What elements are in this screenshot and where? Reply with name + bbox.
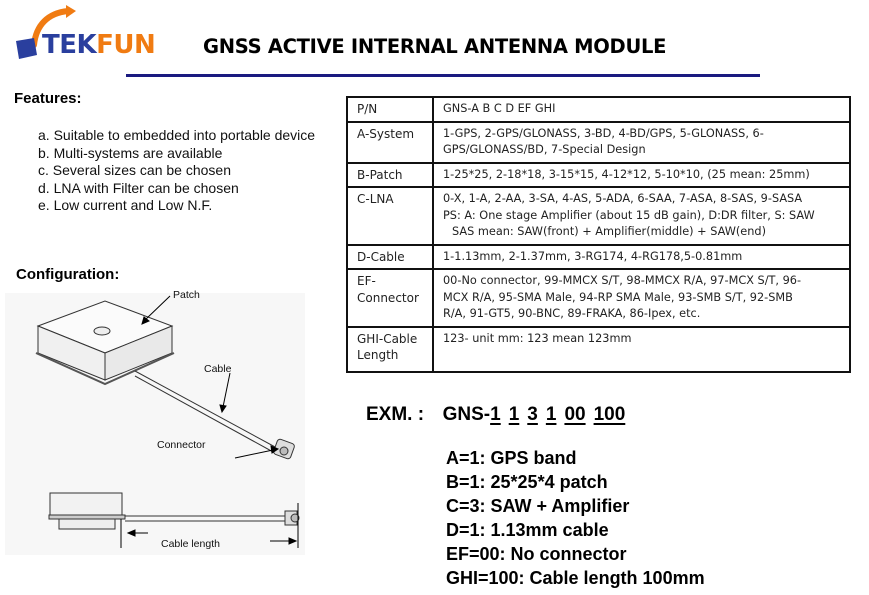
- connector-label: Connector: [157, 439, 206, 451]
- antenna-configuration-drawing: [5, 289, 305, 555]
- features-list: [38, 127, 315, 215]
- row-key: C-LNA: [347, 187, 433, 245]
- part-number-spec-table: [346, 96, 851, 373]
- table-row: [347, 327, 850, 372]
- value-line: 1-GPS, 2-GPS/GLONASS, 3-BD, 4-BD/GPS, 5-GLONASS, 6-: [443, 126, 764, 140]
- configuration-heading: Configuration:: [16, 266, 120, 283]
- table-row: [347, 187, 850, 245]
- title-underline-divider: [126, 74, 760, 77]
- row-key: [347, 269, 433, 327]
- row-key: A-System: [347, 122, 433, 163]
- value-line: 0-X, 1-A, 2-AA, 3-SA, 4-AS, 5-ADA, 6-SAA, 7-ASA, 8-SAS, 9-SASA: [443, 192, 803, 205]
- key-line: EF-: [357, 274, 376, 288]
- patch-label: Patch: [173, 289, 200, 301]
- feature-item: b. Multi-systems are available: [38, 144, 223, 161]
- value-line: 1-1.13mm, 2-1.37mm, 3-RG174, 4-RG178,5-0.81mm: [443, 249, 743, 263]
- value-line: GNS-A B C D EF GHI: [443, 102, 556, 115]
- logo-text-fun: FUN: [96, 30, 156, 60]
- antenna-diagram-icon: [5, 293, 305, 555]
- row-key: D-Cable: [347, 245, 433, 270]
- value-line: 1-25*25, 2-18*18, 3-15*15, 4-12*12, 5-10*10, (25 mean: 25mm): [443, 167, 810, 181]
- logo-text-tek: TEK: [42, 30, 97, 60]
- cable-label: Cable: [204, 363, 232, 375]
- feature-item: c. Several sizes can be chosen: [38, 162, 231, 178]
- value-line: MCX R/A, 95-SMA Male, 94-RP SMA Male, 93-SMB S/T, 92-SMB: [443, 290, 793, 304]
- value-line: R/A, 91-GT5, 90-BNC, 89-FRAKA, 86-Ipex, etc.: [443, 307, 701, 320]
- key-line: GHI-Cable: [357, 331, 418, 346]
- value-line: 00-No connector, 99-MMCX S/T, 98-MMCX R/A, 97-MCX S/T, 96-: [443, 274, 802, 287]
- value-line: SAS mean: SAW(front) + Amplifier(middle) + SAW(end): [452, 225, 766, 238]
- feature-item: d. LNA with Filter can be chosen: [38, 179, 239, 196]
- row-value: [433, 245, 850, 270]
- row-value: [433, 269, 850, 327]
- key-line: Connector: [357, 290, 419, 305]
- value-line: PS: A: One stage Amplifier (about 15 dB gain), D:DR filter, S: SAW: [443, 208, 815, 222]
- example-code-c: 3: [527, 404, 538, 425]
- definition-line: A=1: GPS band: [446, 448, 577, 468]
- example-part-number: [366, 404, 625, 426]
- example-prefix: GNS-: [442, 404, 491, 425]
- row-key: [347, 327, 433, 372]
- example-code-d: 1: [545, 404, 557, 425]
- features-heading: Features:: [14, 90, 82, 107]
- definition-line: GHI=100: Cable length 100mm: [446, 568, 705, 588]
- row-value: [433, 122, 850, 163]
- logo-wordmark: [42, 30, 155, 60]
- row-value: [433, 97, 850, 122]
- definition-line: B=1: 25*25*4 patch: [446, 472, 608, 492]
- row-key: B-Patch: [347, 163, 433, 188]
- row-value: [433, 187, 850, 245]
- row-value: [433, 327, 850, 372]
- table-row: [347, 269, 850, 327]
- example-code-b: 1: [508, 404, 520, 425]
- table-row: [347, 122, 850, 163]
- example-label: EXM. :: [366, 404, 425, 425]
- table-row: [347, 163, 850, 188]
- example-code-ghi: 100: [593, 404, 626, 425]
- definition-line: EF=00: No connector: [446, 544, 627, 564]
- page-title: GNSS ACTIVE INTERNAL ANTENNA MODULE: [203, 35, 667, 58]
- feature-item: e. Low current and Low N.F.: [38, 197, 213, 213]
- table-row: [347, 97, 850, 122]
- value-line: 123- unit mm: 123 mean 123mm: [443, 331, 632, 345]
- cable-length-label: Cable length: [161, 538, 220, 550]
- key-line: Length: [357, 348, 399, 362]
- example-code-ef: 00: [564, 404, 586, 425]
- value-line: GPS/GLONASS/BD, 7-Special Design: [443, 143, 646, 156]
- definition-line: D=1: 1.13mm cable: [446, 520, 609, 540]
- example-definitions: [446, 446, 705, 590]
- definition-line: C=3: SAW + Amplifier: [446, 496, 630, 516]
- table-row: [347, 245, 850, 270]
- example-code-a: 1: [490, 404, 501, 425]
- row-value: [433, 163, 850, 188]
- feature-item: a. Suitable to embedded into portable device: [38, 127, 316, 143]
- row-key: P/N: [347, 97, 433, 122]
